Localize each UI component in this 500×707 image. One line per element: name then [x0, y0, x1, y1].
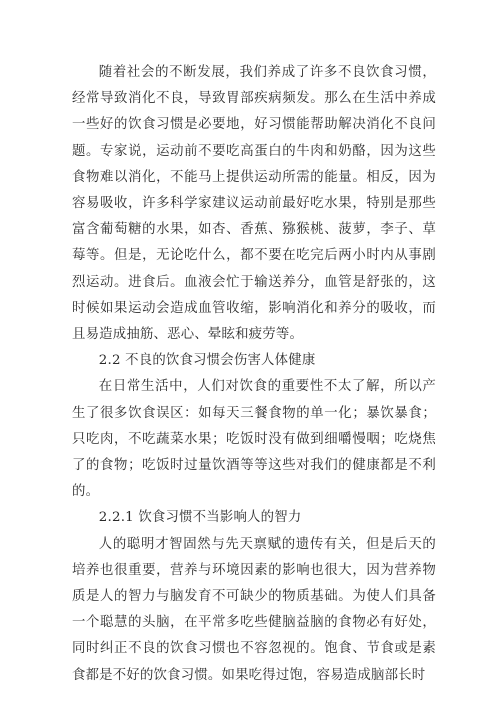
section-heading-2-2-1: 2.2.1 饮食习惯不当影响人的智力 — [98, 510, 302, 526]
paragraph-diet-misconceptions: 在日常生活中，人们对饮食的重要性不太了解，所以产生了很多饮食误区：如每天三餐食物的单一化；暴饮暴食；只吃肉，不吃蔬菜水果；吃饭时没有做到细嚼慢咽；吃烧焦了的食物；吃饭时过量饮酒等等这些对我们的健康都是不利的。 — [72, 379, 436, 500]
paragraph-digestion-habits: 随着社会的不断发展，我们养成了许多不良饮食习惯，经常导致消化不良，导致胃部疾病频发。那么在生活中养成一些好的饮食习惯是必要地，好习惯能帮助解决消化不良问题。专家说，运动前不要吃高蛋白的牛肉和奶酪，因为这些食物难以消化，不能马上提供运动所需的能量。相反，因为容易吸收，许多科学家建议运动前最好吃水果，特别是那些富含葡萄糖的水果，如杏、香蕉、猕猴桃、菠萝，李子、草莓等。但是，无论吃什么，都不要在吃完后两小时内从事剧烈运动。进食后。血液会忙于输送养分，血管是舒张的，这时候如果运动会造成血管收缩，影响消化和养分的吸收，而且易造成抽筋、恶心、晕眩和疲劳等。 — [72, 65, 436, 343]
document-page — [72, 60, 436, 689]
paragraph-intelligence: 人的聪明才智固然与先天禀赋的遗传有关，但是后天的培养也很重要，营养与环境因素的影响也很大，因为营养物质是人的智力与脑发育不可缺少的物质基础。为使人们具备一个聪慧的头脑，在平常多吃些健脑益脑的食物必有好处，同时纠正不良的饮食习惯也不容忽视的。饱食、节食或是素食都是不好的饮食习惯。如果吃得过饱，容易造成脑部长时 — [72, 536, 436, 683]
section-heading-2-2: 2.2 不良的饮食习惯会伤害人体健康 — [98, 353, 316, 369]
